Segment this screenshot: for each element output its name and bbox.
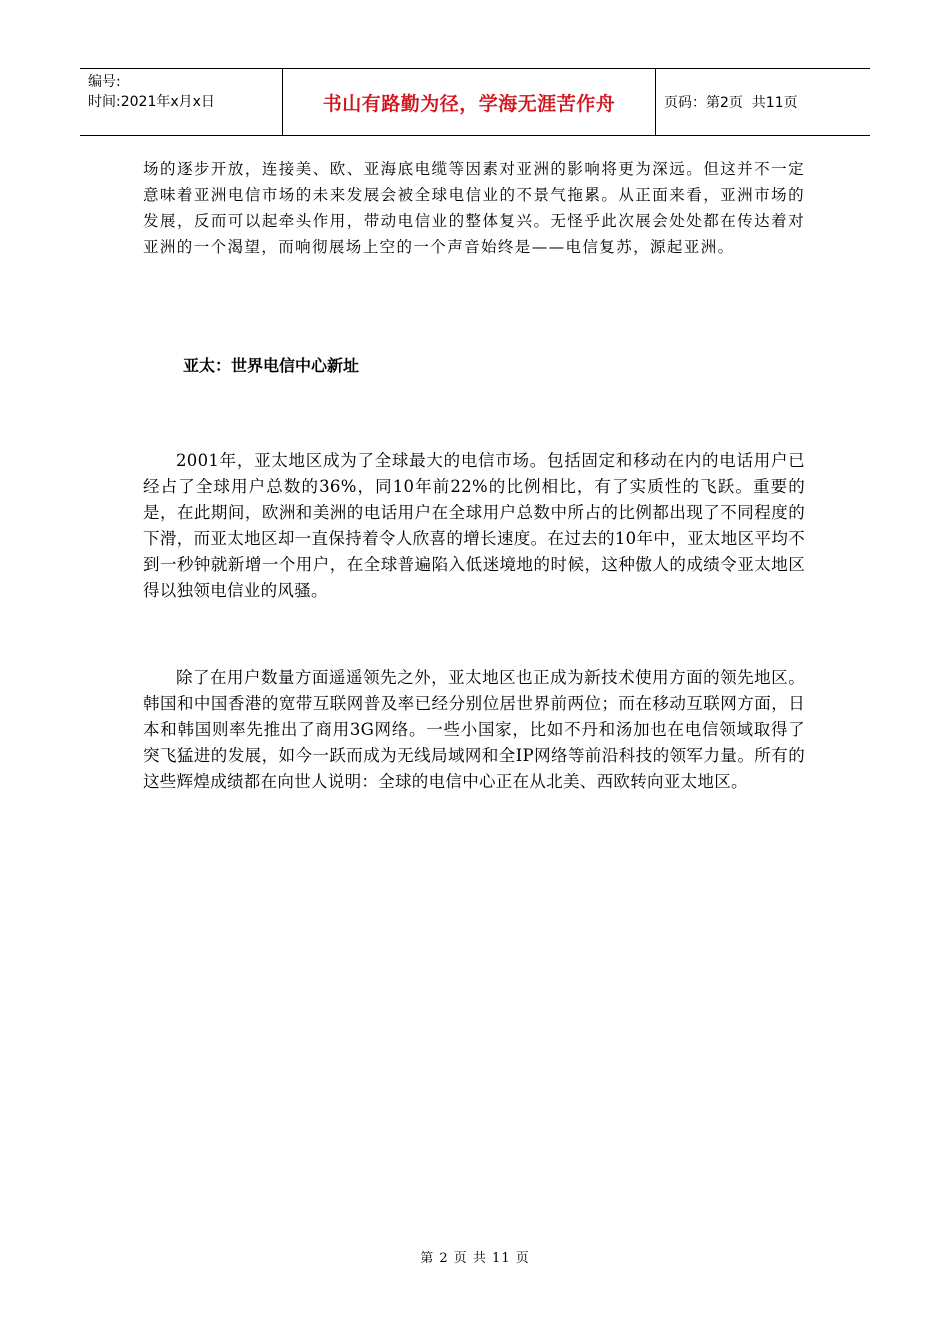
section-heading: 亚太：世界电信中心新址 <box>183 356 360 375</box>
body-paragraph-1: 2001年，亚太地区成为了全球最大的电信市场。包括固定和移动在内的电话用户已经占了全球用户总数的36%，同10年前22%的比例相比，有了实质性的飞跃。重要的是，在此期间，欧洲和美洲的电话用户在全球用户总数中所占的比例都出现了不同程度的下滑，而亚太地区却一直保持着令人欣喜的增长速度。在过去的10年中，亚太地区平均不到一秒钟就新增一个用户，在全球普遍陷入低迷境地的时候，这种傲人的成绩令亚太地区得以独领电信业的风骚。 <box>143 451 805 600</box>
header-motto: 书山有路勤为径，学海无涯苦作舟 <box>322 92 616 115</box>
body-paragraph-2: 除了在用户数量方面遥遥领先之外，亚太地区也正成为新技术使用方面的领先地区。韩国和中国香港的宽带互联网普及率已经分别位居世界前两位；而在移动互联网方面，日本和韩国则率先推出了商用3G网络。一些小国家，比如不丹和汤加也在电信领域取得了突飞猛进的发展，如今一跃而成为无线局域网和全IP网络等前沿科技的领军力量。所有的这些辉煌成绩都在向世人说明：全球的电信中心正在从北美、西欧转向亚太地区。 <box>143 668 805 791</box>
paragraph-block-1 <box>143 448 805 604</box>
header-page-cell <box>656 69 870 135</box>
header-motto-cell <box>282 69 656 135</box>
page-footer: 第 2 页 共 11 页 <box>420 1251 530 1266</box>
continuation-block <box>143 156 805 260</box>
paragraph-block-2 <box>143 665 805 795</box>
document-number-label: 编号: <box>88 74 121 90</box>
header-page-number: 页码：第2页 共11页 <box>664 95 798 111</box>
document-time-label: 时间:2021年x月x日 <box>88 94 215 110</box>
page-header-table <box>80 68 870 136</box>
continuation-paragraph: 场的逐步开放，连接美、欧、亚海底电缆等因素对亚洲的影响将更为深远。但这并不一定意味着亚洲电信市场的未来发展会被全球电信业的不景气拖累。从正面来看，亚洲市场的发展，反而可以起牵头作用，带动电信业的整体复兴。无怪乎此次展会处处都在传达着对亚洲的一个渴望，而响彻展场上空的一个声音始终是——电信复苏，源起亚洲。 <box>143 160 805 256</box>
header-meta-cell <box>80 69 282 135</box>
